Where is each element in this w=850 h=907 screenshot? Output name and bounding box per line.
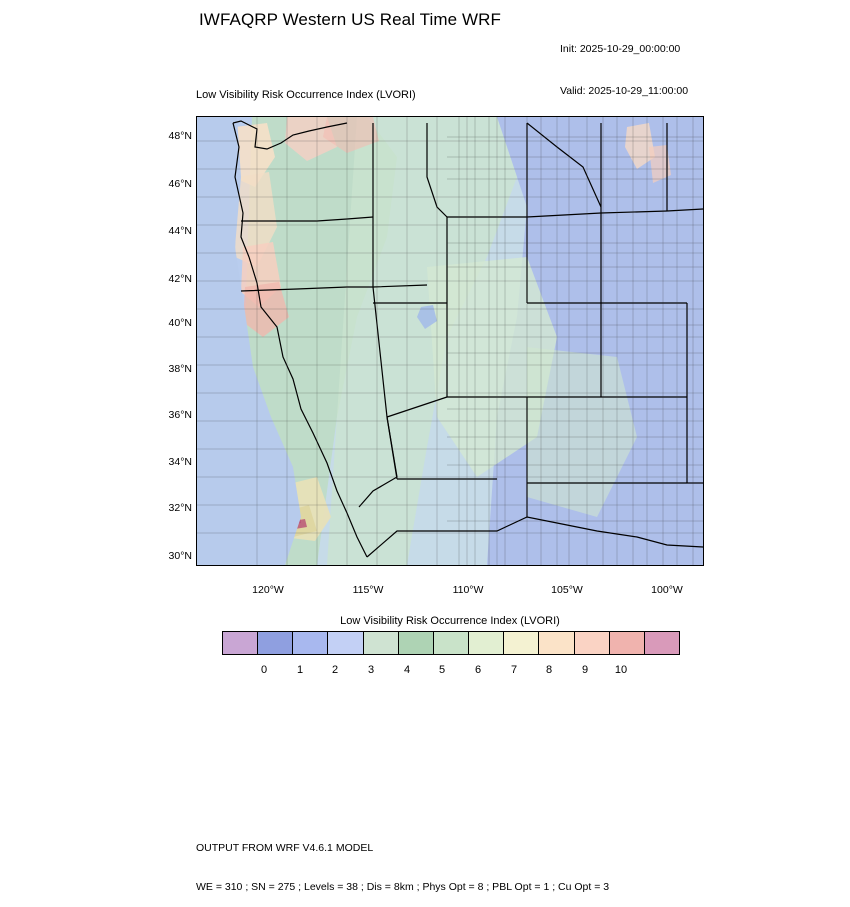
- lat-tick: 44°N: [168, 225, 192, 237]
- lon-tick: 120°W: [252, 584, 284, 596]
- colorbar-tick: 5: [438, 664, 446, 676]
- lon-tick: 105°W: [551, 584, 583, 596]
- colorbar-tick: 10: [614, 664, 628, 676]
- colorbar-swatch: [293, 632, 328, 654]
- lat-tick: 30°N: [168, 550, 192, 562]
- plot-subtitle: Low Visibility Risk Occurrence Index (LVORI): [196, 89, 416, 101]
- model-line-1: OUTPUT FROM WRF V4.6.1 MODEL: [196, 842, 374, 854]
- colorbar-tick: 7: [510, 664, 518, 676]
- model-line-2: WE = 310 ; SN = 275 ; Levels = 38 ; Dis = 8km ; Phys Opt = 8 ; PBL Opt = 1 ; Cu Opt = 3: [196, 881, 610, 893]
- colorbar-swatch: [223, 632, 258, 654]
- lon-tick: 110°W: [452, 584, 484, 596]
- colorbar-swatch: [645, 632, 679, 654]
- colorbar-swatch: [575, 632, 610, 654]
- colorbar-tick: 2: [331, 664, 339, 676]
- colorbar-ticks: [222, 658, 680, 680]
- latitude-axis: [142, 116, 192, 566]
- colorbar-swatch: [258, 632, 293, 654]
- colorbar-swatch: [469, 632, 504, 654]
- lat-tick: 34°N: [168, 456, 192, 468]
- lvori-contour-map: [197, 117, 703, 565]
- colorbar-title: Low Visibility Risk Occurrence Index (LVORI): [340, 615, 560, 627]
- colorbar-tick: 9: [581, 664, 589, 676]
- model-info: [196, 816, 609, 907]
- lat-tick: 48°N: [168, 130, 192, 142]
- init-valid-block: [560, 14, 688, 112]
- lat-tick: 32°N: [168, 502, 192, 514]
- colorbar-tick: 6: [474, 664, 482, 676]
- valid-time: Valid: 2025-10-29_11:00:00: [560, 85, 689, 97]
- lon-tick: 100°W: [651, 584, 683, 596]
- lat-tick: 46°N: [168, 178, 192, 190]
- colorbar: [222, 631, 680, 655]
- page-title: IWFAQRP Western US Real Time WRF: [198, 10, 501, 29]
- lat-tick: 36°N: [168, 409, 192, 421]
- colorbar-swatch: [328, 632, 363, 654]
- colorbar-swatch: [610, 632, 645, 654]
- longitude-axis: [196, 584, 704, 604]
- lon-tick: 115°W: [352, 584, 384, 596]
- colorbar-swatch: [364, 632, 399, 654]
- colorbar-tick: 8: [545, 664, 553, 676]
- colorbar-tick: 4: [403, 664, 411, 676]
- colorbar-swatch: [399, 632, 434, 654]
- colorbar-tick: 0: [260, 664, 268, 676]
- colorbar-swatch: [504, 632, 539, 654]
- colorbar-swatch: [434, 632, 469, 654]
- colorbar-tick: 1: [296, 664, 304, 676]
- colorbar-tick: 3: [367, 664, 375, 676]
- colorbar-swatch: [539, 632, 574, 654]
- lat-tick: 40°N: [168, 317, 192, 329]
- init-time: Init: 2025-10-29_00:00:00: [560, 43, 681, 55]
- lat-tick: 42°N: [168, 273, 192, 285]
- map-plot-area: [196, 116, 704, 566]
- lat-tick: 38°N: [168, 363, 192, 375]
